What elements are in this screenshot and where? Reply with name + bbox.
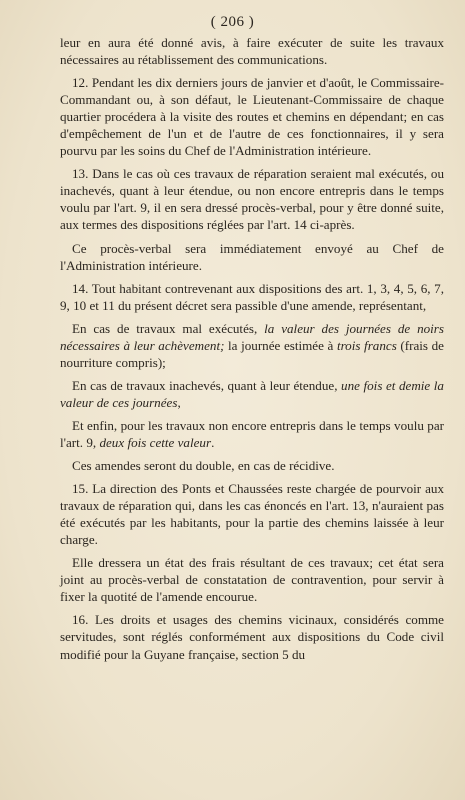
page-number: ( 206 ) — [210, 14, 255, 30]
body-text — [60, 34, 444, 669]
paragraph-article-14: 14. Tout habitant contrevenant aux dispositions des art. 1, 3, 4, 5, 6, 7, 9, 10 et 11 du présent décret sera passible d'une amende, représentant, — [60, 280, 444, 313]
paragraph-continuation: leur en aura été donné avis, à faire exécuter de suite les travaux nécessaires au rétablissement des communications. — [60, 35, 444, 68]
paragraph-article-12: 12. Pendant les dix derniers jours de janvier et d'août, le Commissaire-Commandant ou, à son défaut, le Lieutenant-Commissaire de chaque quartier procédera à la visite des routes et chemins en dépendant; en cas d'empêchement de l'un et de l'autre de ces fonctionnaires, il y sera pourvu par les soins du Chef de l'Administration intérieure. — [60, 75, 444, 159]
paragraph-proces-verbal: Ce procès-verbal sera immédiatement envoyé au Chef de l'Administration intérieure. — [60, 240, 444, 273]
paragraph-article-13: 13. Dans le cas où ces travaux de réparation seraient mal exécutés, ou inachevés, quant à leur étendue, ou non encore entrepris dans le temps voulu par l'art. 9, il en sera dressé procès-verbal, pour y être donné suite, aux termes des dispositions réglées par l'art. 14 ci-après. — [60, 166, 444, 233]
paragraph-inacheves: En cas de travaux inachevés, quant à leur étendue, une fois et demie la valeur de ces journées, — [60, 377, 444, 410]
paragraph-non-entrepris: Et enfin, pour les travaux non encore entrepris dans le temps voulu par l'art. 9, deux fois cette valeur. — [60, 417, 444, 450]
paragraph-mal-executes: En cas de travaux mal exécutés, la valeur des journées de noirs nécessaires à leur achèvement; la journée estimée à trois francs (frais de nourriture compris); — [60, 320, 444, 370]
paragraph-article-15: 15. La direction des Ponts et Chaussées reste chargée de pourvoir aux travaux de réparation qui, dans les cas énoncés en l'art. 13, n'auraient pas été exécutés par les habitants, pour la partie des chemins laissée à leur charge. — [60, 481, 444, 548]
paragraph-etat-des-frais: Elle dressera un état des frais résultant de ces travaux; cet état sera joint au procès-verbal de constatation de contravention, pour servir à fixer la quotité de l'amende encourue. — [60, 555, 444, 605]
paragraph-recidive: Ces amendes seront du double, en cas de récidive. — [72, 458, 335, 474]
paragraph-article-16: 16. Les droits et usages des chemins vicinaux, considérés comme servitudes, sont réglés conformément aux dispositions du Code civil modifié pour la Guyane française, section 5 du — [60, 612, 444, 662]
